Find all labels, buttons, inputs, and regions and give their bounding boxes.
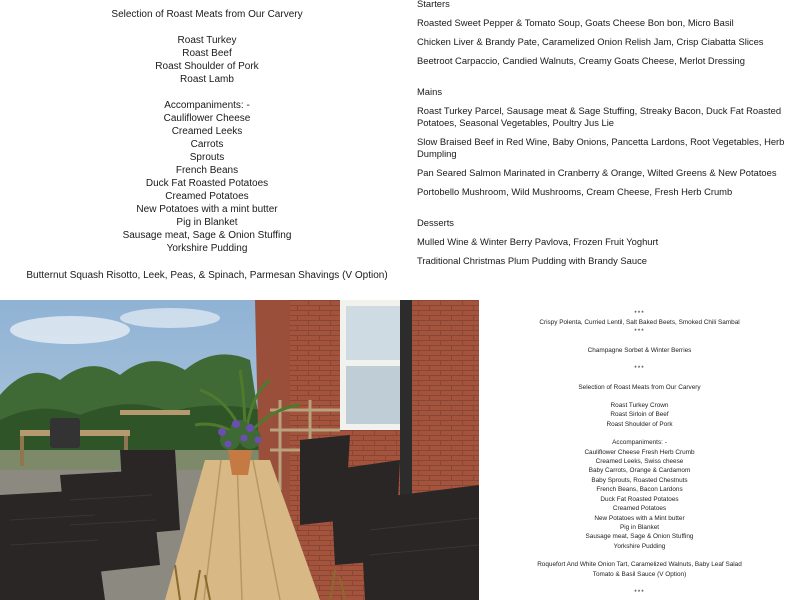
accompaniment-item: New Potatoes with a mint butter	[136, 204, 278, 215]
starter-dish: Beetroot Carpaccio, Candied Walnuts, Creamy Goats Cheese, Merlot Dressing	[417, 55, 745, 66]
set-menu-vegetarian: Roquefort And White Onion Tart, Caramelized Walnuts, Baby Leaf Salad	[537, 561, 742, 569]
set-menu-accompaniments-heading: Accompaniments: -	[612, 439, 667, 447]
set-menu-title: Selection of Roast Meats from Our Carvery	[578, 383, 701, 391]
accompaniment-item: Sprouts	[189, 152, 225, 163]
starter-dish: Roasted Sweet Pepper & Tomato Soup, Goats Cheese Bon bon, Micro Basil	[417, 17, 734, 28]
set-menu-accompaniment: Baby Carrots, Orange & Cardamom	[588, 467, 691, 475]
accompaniment-item: Creamed Potatoes	[165, 191, 249, 202]
carvery-meat: Roast Shoulder of Pork	[155, 61, 259, 72]
set-menu-starter: Crispy Polenta, Curried Lentil, Salt Baked Beets, Smoked Chili Sambal	[539, 319, 740, 326]
set-menu-accompaniment: Cauliflower Cheese Fresh Herb Crumb	[584, 448, 695, 456]
main-dish: Pan Seared Salmon Marinated in Cranberry & Orange, Wilted Greens & New Potatoes	[417, 167, 777, 178]
set-menu-accompaniment: Creamed Leeks, Swiss cheese	[595, 458, 684, 466]
dessert-dish: Traditional Christmas Plum Pudding with Brandy Sauce	[417, 255, 647, 266]
separator: ***	[634, 588, 645, 596]
carvery-meat: Roast Lamb	[180, 74, 234, 85]
set-menu-accompaniment: Yorkshire Pudding	[613, 542, 666, 550]
accompaniment-item: Pig in Blanket	[176, 217, 238, 228]
dessert-dish: Mulled Wine & Winter Berry Pavlova, Frozen Fruit Yoghurt	[417, 236, 659, 247]
set-menu-accompaniment: New Potatoes with a Mint butter	[594, 514, 685, 522]
accompaniment-item: Duck Fat Roasted Potatoes	[145, 178, 269, 189]
accompaniment-item: Cauliflower Cheese	[163, 113, 251, 124]
set-menu-meat: Roast Shoulder of Pork	[606, 420, 673, 428]
vegetarian-option: Butternut Squash Risotto, Leek, Peas, & Spinach, Parmesan Shavings (V Option)	[26, 270, 388, 281]
separator: ***	[634, 310, 645, 317]
mains-heading: Mains	[417, 86, 443, 97]
carvery-meat: Roast Turkey	[177, 35, 237, 46]
carvery-title: Selection of Roast Meats from Our Carvery	[111, 9, 303, 20]
main-dish: Roast Turkey Parcel, Sausage meat & Sage Stuffing, Streaky Bacon, Duck Fat Roasted Potatoes, Seasonal Vegetables, Poultry Jus Lie	[417, 105, 782, 128]
flower-pot	[228, 450, 252, 475]
accompaniment-item: Sausage meat, Sage & Onion Stuffing	[122, 230, 292, 241]
set-menu-accompaniment: Pig in Blanket	[619, 523, 660, 531]
starters-heading: Starters	[417, 0, 450, 9]
set-menu-accompaniment: Sausage meat, Sage & Onion Stuffing	[585, 533, 694, 541]
set-menu-meat: Roast Turkey Crown	[610, 402, 669, 410]
main-dish: Slow Braised Beef in Red Wine, Baby Onions, Pancetta Lardons, Root Vegetables, Herb Dumpling	[417, 136, 785, 159]
set-menu-sorbet: Champagne Sorbet & Winter Berries	[587, 346, 692, 354]
accompaniment-item: Carrots	[190, 139, 224, 150]
separator: ***	[634, 365, 645, 373]
top-separator	[0, 0, 414, 1]
accompaniment-item: French Beans	[175, 165, 239, 176]
starter-dish: Chicken Liver & Brandy Pate, Caramelized Onion Relish Jam, Crisp Ciabatta Slices	[417, 36, 764, 47]
a-la-carte-menu	[417, 0, 800, 300]
terrace-illustration	[0, 300, 479, 600]
main-dish: Portobello Mushroom, Wild Mushrooms, Cream Cheese, Fresh Herb Crumb	[417, 186, 733, 197]
accompaniments-heading: Accompaniments: -	[164, 100, 250, 111]
set-menu-accompaniment: Baby Sprouts, Roasted Chestnuts	[591, 476, 688, 484]
desserts-heading: Desserts	[417, 217, 454, 228]
set-menu-accompaniment: French Beans, Bacon Lardons	[596, 486, 683, 494]
set-menu-vegetarian: Tomato & Basil Sauce (V Option)	[592, 570, 687, 578]
separator: ***	[634, 328, 645, 336]
accompaniment-item: Creamed Leeks	[171, 126, 243, 137]
set-menu-accompaniment: Creamed Potatoes	[612, 505, 667, 513]
accompaniment-item: Yorkshire Pudding	[166, 243, 248, 254]
set-menu-meat: Roast Sirloin of Beef	[610, 411, 669, 419]
terrace-photo	[0, 300, 479, 600]
set-menu	[479, 300, 800, 600]
carvery-menu	[0, 0, 414, 300]
set-menu-accompaniment: Duck Fat Roasted Potatoes	[600, 495, 679, 503]
carvery-meat: Roast Beef	[182, 48, 232, 59]
